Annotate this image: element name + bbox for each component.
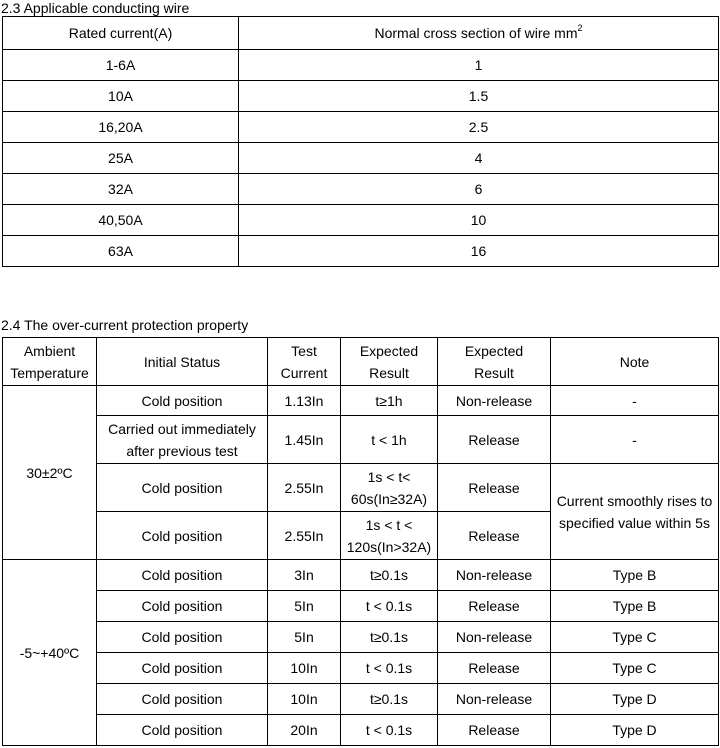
table-row (3, 81, 719, 112)
table-row (3, 715, 719, 746)
header-expected1-line1: Expected (359, 342, 419, 359)
initial-status-cell: Cold position (97, 684, 268, 715)
initial-status-cell: Cold position (97, 715, 268, 746)
note-cell: Type C (551, 622, 719, 653)
table-row (3, 386, 719, 416)
header-note: Note (551, 338, 719, 386)
table-row (3, 560, 719, 591)
expected-time-cell: t < 1h (341, 416, 438, 464)
note-cell: - (551, 416, 719, 464)
rated-current-cell: 63A (3, 236, 239, 267)
note-line1: Current smoothly rises to (556, 492, 713, 509)
rated-current-cell: 40,50A (3, 205, 239, 236)
initial-status-cell: Cold position (97, 560, 268, 591)
initial-status-cell: Cold position (97, 512, 268, 560)
table-row (3, 174, 719, 205)
initial-status-cell: Cold position (97, 386, 268, 416)
header-ambient-line1: Ambient (23, 342, 76, 359)
table-row (3, 50, 719, 81)
table-row (3, 112, 719, 143)
test-current-cell: 10In (268, 684, 341, 715)
expected-time-line1: 1s < t < (365, 516, 413, 533)
rated-current-cell: 25A (3, 143, 239, 174)
expected-time-line2: 60s(In≥32A) (350, 490, 428, 507)
expected-release-cell: Release (438, 653, 551, 684)
expected-time-cell: t≥1h (341, 386, 438, 416)
header-cross-section-superscript: 2 (577, 23, 583, 34)
header-expected-result-time (341, 338, 438, 386)
note-line2: specified value within 5s (559, 514, 710, 531)
table-row (3, 236, 719, 267)
rated-current-cell: 1-6A (3, 50, 239, 81)
rated-current-cell: 16,20A (3, 112, 239, 143)
table-row (3, 416, 719, 464)
temperature-cell: -5~+40ºC (3, 560, 97, 746)
test-current-cell: 2.55In (268, 512, 341, 560)
note-cell: Type D (551, 684, 719, 715)
header-expected-result-release (438, 338, 551, 386)
cross-section-cell: 4 (239, 143, 719, 174)
cross-section-cell: 10 (239, 205, 719, 236)
expected-time-cell: t≥0.1s (341, 560, 438, 591)
test-current-cell: 1.45In (268, 416, 341, 464)
cross-section-cell: 6 (239, 174, 719, 205)
expected-release-cell: Non-release (438, 622, 551, 653)
section-title-applicable-wire: 2.3 Applicable conducting wire (1, 0, 190, 16)
expected-time-cell (341, 512, 438, 560)
header-test-line2: Current (280, 364, 328, 381)
expected-release-cell: Non-release (438, 560, 551, 591)
test-current-cell: 20In (268, 715, 341, 746)
test-current-cell: 5In (268, 622, 341, 653)
test-current-cell: 5In (268, 591, 341, 622)
note-cell: Type D (551, 715, 719, 746)
initial-status-cell: Cold position (97, 653, 268, 684)
cross-section-cell: 16 (239, 236, 719, 267)
temperature-cell: 30±2ºC (3, 386, 97, 560)
expected-release-cell: Release (438, 591, 551, 622)
section-title-over-current: 2.4 The over-current protection property (1, 317, 249, 333)
expected-time-cell: t < 0.1s (341, 591, 438, 622)
applicable-wire-table (2, 16, 719, 267)
header-ambient-temperature (3, 338, 97, 386)
header-test-current (268, 338, 341, 386)
expected-release-cell: Non-release (438, 386, 551, 416)
note-cell: Type B (551, 591, 719, 622)
table-row (3, 653, 719, 684)
table-row (3, 622, 719, 653)
rated-current-cell: 32A (3, 174, 239, 205)
expected-time-cell: t < 0.1s (341, 653, 438, 684)
header-expected1-line2: Result (369, 364, 409, 381)
expected-time-line2: 120s(In>32A) (346, 538, 432, 555)
table-row (3, 684, 719, 715)
header-cross-section-label: Normal cross section of wire mm (374, 25, 578, 41)
table-row (3, 591, 719, 622)
expected-release-cell: Non-release (438, 684, 551, 715)
expected-time-line1: 1s < t< (367, 468, 411, 485)
header-expected2-line1: Expected (464, 342, 524, 359)
note-cell: Type C (551, 653, 719, 684)
cross-section-cell: 1 (239, 50, 719, 81)
note-cell: - (551, 386, 719, 416)
initial-status-cell (97, 416, 268, 464)
table-row (3, 205, 719, 236)
test-current-cell: 10In (268, 653, 341, 684)
expected-release-cell: Release (438, 416, 551, 464)
table-row (3, 143, 719, 174)
over-current-table (2, 337, 719, 746)
header-expected2-line2: Result (474, 364, 514, 381)
expected-release-cell: Release (438, 464, 551, 512)
note-cell: Type B (551, 560, 719, 591)
header-rated-current: Rated current(A) (3, 17, 239, 50)
test-current-cell: 3In (268, 560, 341, 591)
expected-time-cell: t < 0.1s (341, 715, 438, 746)
header-cross-section (239, 17, 719, 50)
expected-time-cell (341, 464, 438, 512)
test-current-cell: 2.55In (268, 464, 341, 512)
initial-status-cell: Cold position (97, 591, 268, 622)
initial-status-line2: after previous test (126, 442, 238, 459)
initial-status-line1: Carried out immediately (108, 420, 256, 437)
expected-time-cell: t≥0.1s (341, 684, 438, 715)
cross-section-cell: 2.5 (239, 112, 719, 143)
cross-section-cell: 1.5 (239, 81, 719, 112)
header-test-line1: Test (291, 342, 317, 359)
expected-release-cell: Release (438, 512, 551, 560)
initial-status-cell: Cold position (97, 622, 268, 653)
expected-time-cell: t≥0.1s (341, 622, 438, 653)
header-initial-status: Initial Status (97, 338, 268, 386)
note-cell (551, 464, 719, 560)
test-current-cell: 1.13In (268, 386, 341, 416)
header-ambient-line2: Temperature (10, 364, 89, 381)
expected-release-cell: Release (438, 715, 551, 746)
rated-current-cell: 10A (3, 81, 239, 112)
table-row (3, 464, 719, 512)
table-header-row (3, 17, 719, 50)
initial-status-cell: Cold position (97, 464, 268, 512)
table-header-row (3, 338, 719, 386)
